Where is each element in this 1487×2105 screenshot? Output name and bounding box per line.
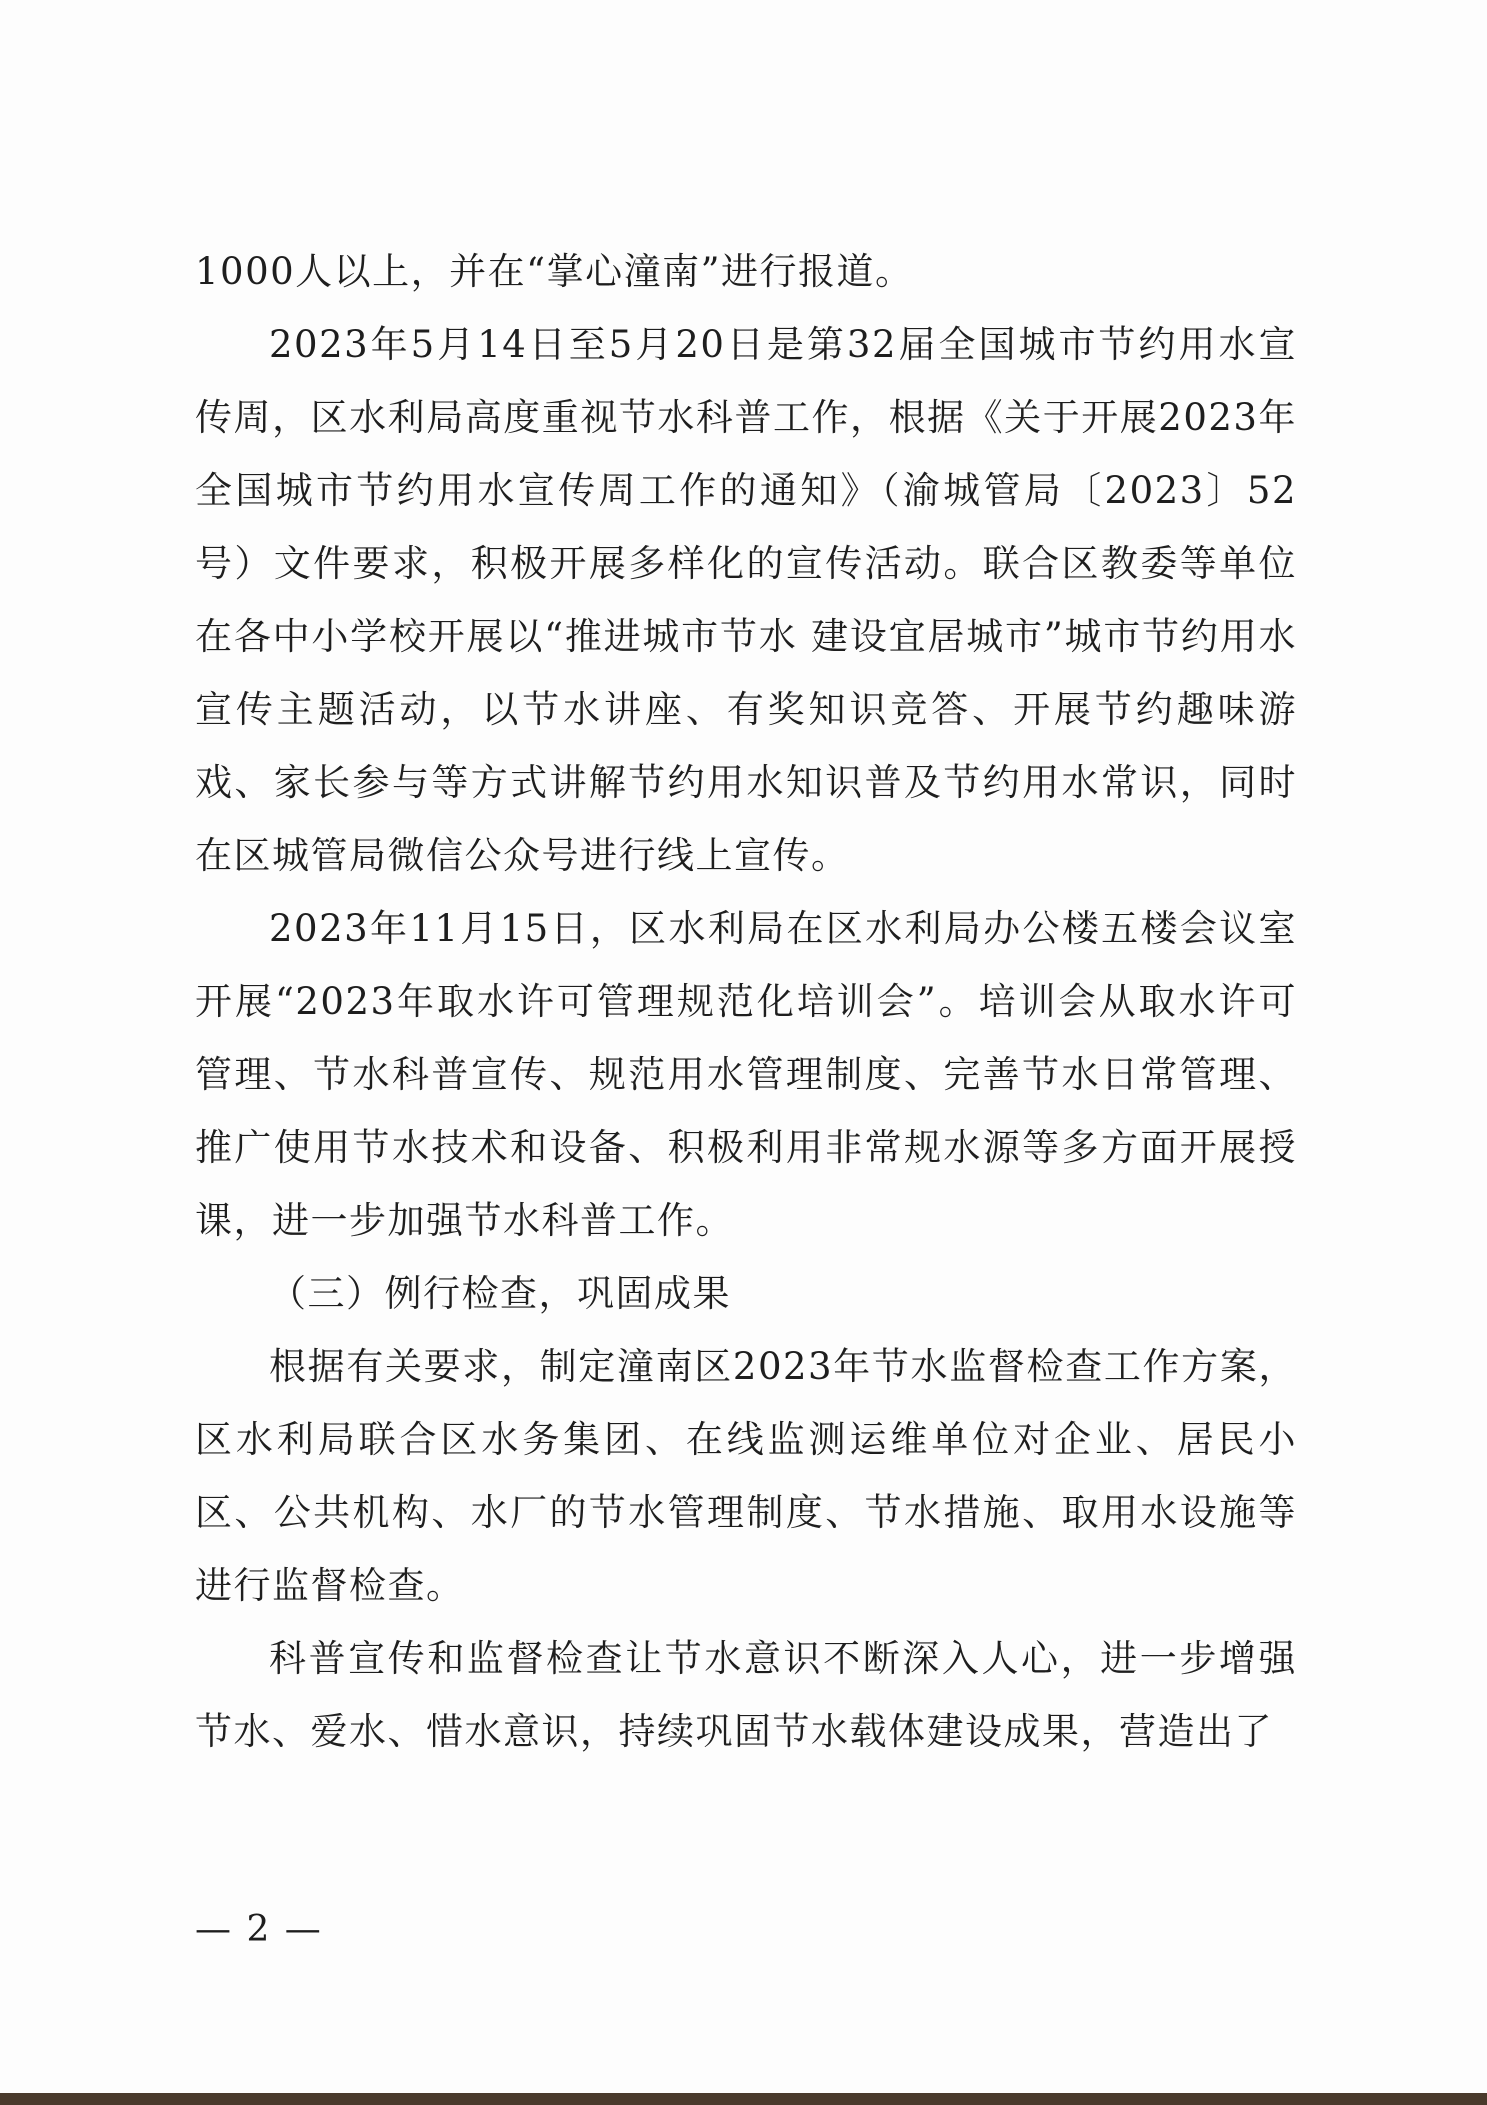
- paragraph-water-week: 2023年5月14日至5月20日是第32届全国城市节约用水宣传周，区水利局高度重视节水科普工作，根据《关于开展2023年全国城市节约用水宣传周工作的通知》（渝城管局〔2023〕52号）文件要求，积极开展多样化的宣传活动。联合区教委等单位在各中小学校开展以“推进城市节水 建设宜居城市”城市节约用水宣传主题活动，以节水讲座、有奖知识竞答、开展节约趣味游戏、家长参与等方式讲解节约用水知识普及节约用水常识，同时在区城管局微信公众号进行线上宣传。: [195, 323, 1297, 877]
- paragraph-inspection: 根据有关要求，制定潼南区2023年节水监督检查工作方案，区水利局联合区水务集团、在线监测运维单位对企业、居民小区、公共机构、水厂的节水管理制度、节水措施、取用水设施等进行监督检查。: [195, 1345, 1297, 1607]
- paragraph-continuation: 1000人以上，并在“掌心潼南”进行报道。: [195, 250, 914, 293]
- section-heading: （三）例行检查，巩固成果: [269, 1272, 731, 1315]
- page-number: — 2 —: [195, 1909, 323, 1950]
- paragraph-summary: 科普宣传和监督检查让节水意识不断深入人心，进一步增强节水、爱水、惜水意识，持续巩固节水载体建设成果，营造出了: [195, 1637, 1297, 1753]
- scan-bottom-edge: [0, 2093, 1487, 2105]
- document-body: [195, 235, 1297, 1768]
- paragraph-training: 2023年11月15日，区水利局在区水利局办公楼五楼会议室开展“2023年取水许可管理规范化培训会”。培训会从取水许可管理、节水科普宣传、规范用水管理制度、完善节水日常管理、推广使用节水技术和设备、积极利用非常规水源等多方面开展授课，进一步加强节水科普工作。: [195, 907, 1297, 1242]
